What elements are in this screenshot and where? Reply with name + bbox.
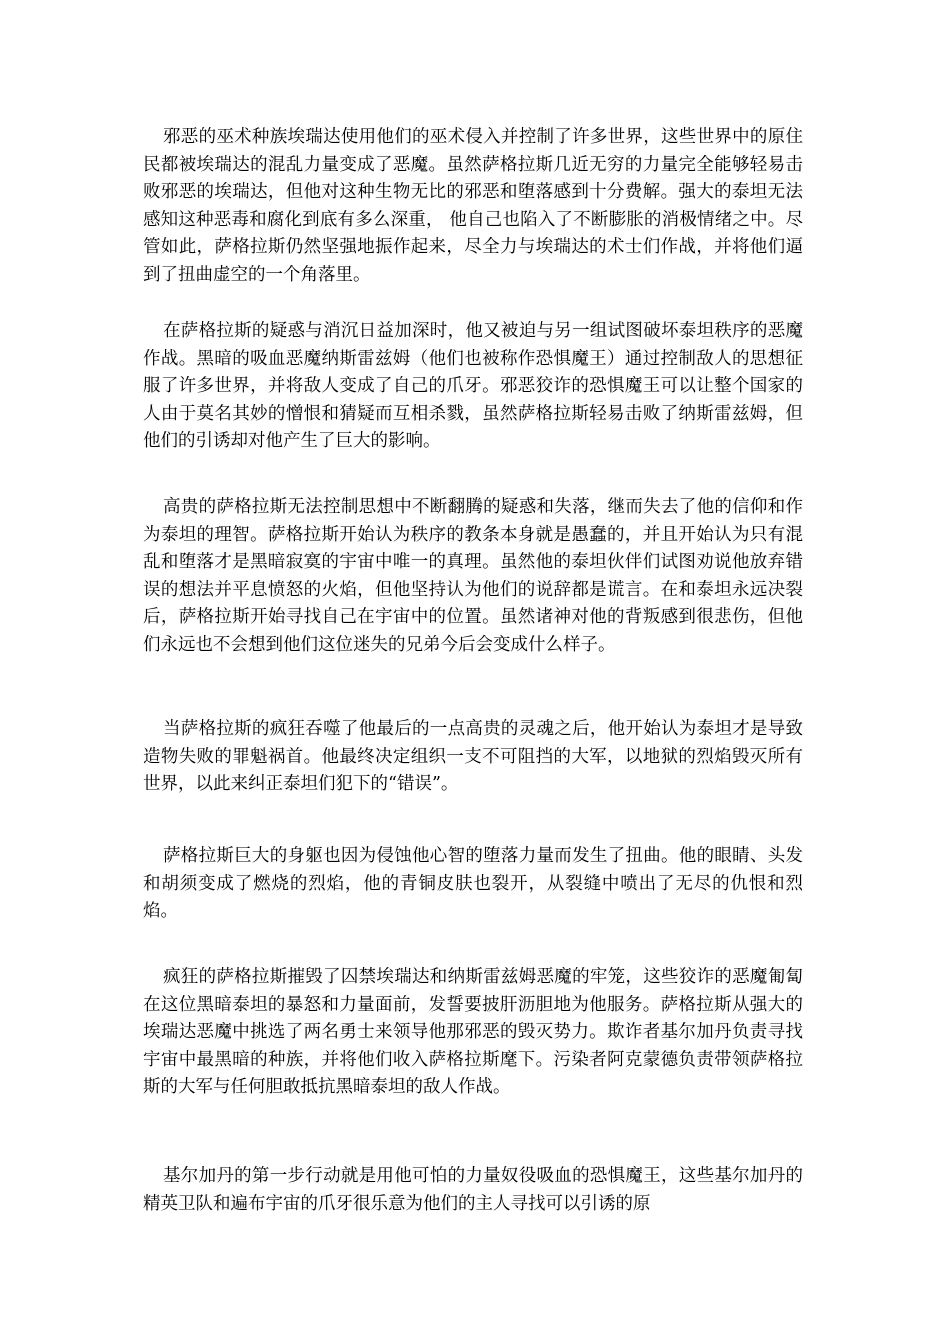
paragraph-5: 萨格拉斯巨大的身躯也因为侵蚀他心智的堕落力量而发生了扭曲。他的眼睛、头发和胡须变成了燃烧的烈焰，他的青铜皮肤也裂开，从裂缝中喷出了无尽的仇恨和烈焰。 [143, 846, 803, 921]
paragraph-3: 高贵的萨格拉斯无法控制思想中不断翻腾的疑惑和失落，继而失去了他的信仰和作为泰坦的理智。萨格拉斯开始认为秩序的教条本身就是愚蠢的，并且开始认为只有混乱和堕落才是黑暗寂寞的宇宙中唯一的真理。虽然他的泰坦伙伴们试图劝说他放弃错误的想法并平息愤怒的火焰，但他坚持认为他们的说辞都是谎言。在和泰坦永远决裂后，萨格拉斯开始寻找自己在宇宙中的位置。虽然诸神对他的背叛感到很悲伤，但他们永远也不会想到他们这位迷失的兄弟今后会变成什么样子。 [143, 497, 803, 655]
paragraph-4: 当萨格拉斯的疯狂吞噬了他最后的一点高贵的灵魂之后，他开始认为泰坦才是导致造物失败的罪魁祸首。他最终决定组织一支不可阻挡的大军，以地狱的烈焰毁灭所有世界，以此来纠正泰坦们犯下的“错误”。 [143, 719, 803, 794]
paragraph-6: 疯狂的萨格拉斯摧毁了囚禁埃瑞达和纳斯雷兹姆恶魔的牢笼，这些狡诈的恶魔匍匐在这位黑暗泰坦的暴怒和力量面前，发誓要披肝沥胆地为他服务。萨格拉斯从强大的埃瑞达恶魔中挑选了两名勇士来领导他那邪恶的毁灭势力。欺诈者基尔加丹负责寻找宇宙中最黑暗的种族，并将他们收入萨格拉斯麾下。污染者阿克蒙德负责带领萨格拉斯的大军与任何胆敢抵抗黑暗泰坦的敌人作战。 [143, 967, 803, 1097]
paragraph-1: 邪恶的巫术种族埃瑞达使用他们的巫术侵入并控制了许多世界，这些世界中的原住民都被埃瑞达的混乱力量变成了恶魔。虽然萨格拉斯几近无穷的力量完全能够轻易击败邪恶的埃瑞达，但他对这种生物无比的邪恶和堕落感到十分费解。强大的泰坦无法感知这种恶毒和腐化到底有多么深重， 他自己也陷入了不断膨胀的消极情绪之中。尽管如此，萨格拉斯仍然坚强地振作起来，尽全力与埃瑞达的术士们作战，并将他们逼到了扭曲虚空的一个角落里。 [143, 127, 803, 285]
paragraph-7: 基尔加丹的第一步行动就是用他可怕的力量奴役吸血的恐惧魔王，这些基尔加丹的精英卫队和遍布宇宙的爪牙很乐意为他们的主人寻找可以引诱的原 [143, 1166, 803, 1214]
paragraph-2: 在萨格拉斯的疑惑与消沉日益加深时，他又被迫与另一组试图破坏泰坦秩序的恶魔作战。黑暗的吸血恶魔纳斯雷兹姆（他们也被称作恐惧魔王）通过控制敌人的思想征服了许多世界，并将敌人变成了自己的爪牙。邪恶狡诈的恐惧魔王可以让整个国家的人由于莫名其妙的憎恨和猜疑而互相杀戮，虽然萨格拉斯轻易击败了纳斯雷兹姆，但他们的引诱却对他产生了巨大的影响。 [143, 321, 803, 451]
